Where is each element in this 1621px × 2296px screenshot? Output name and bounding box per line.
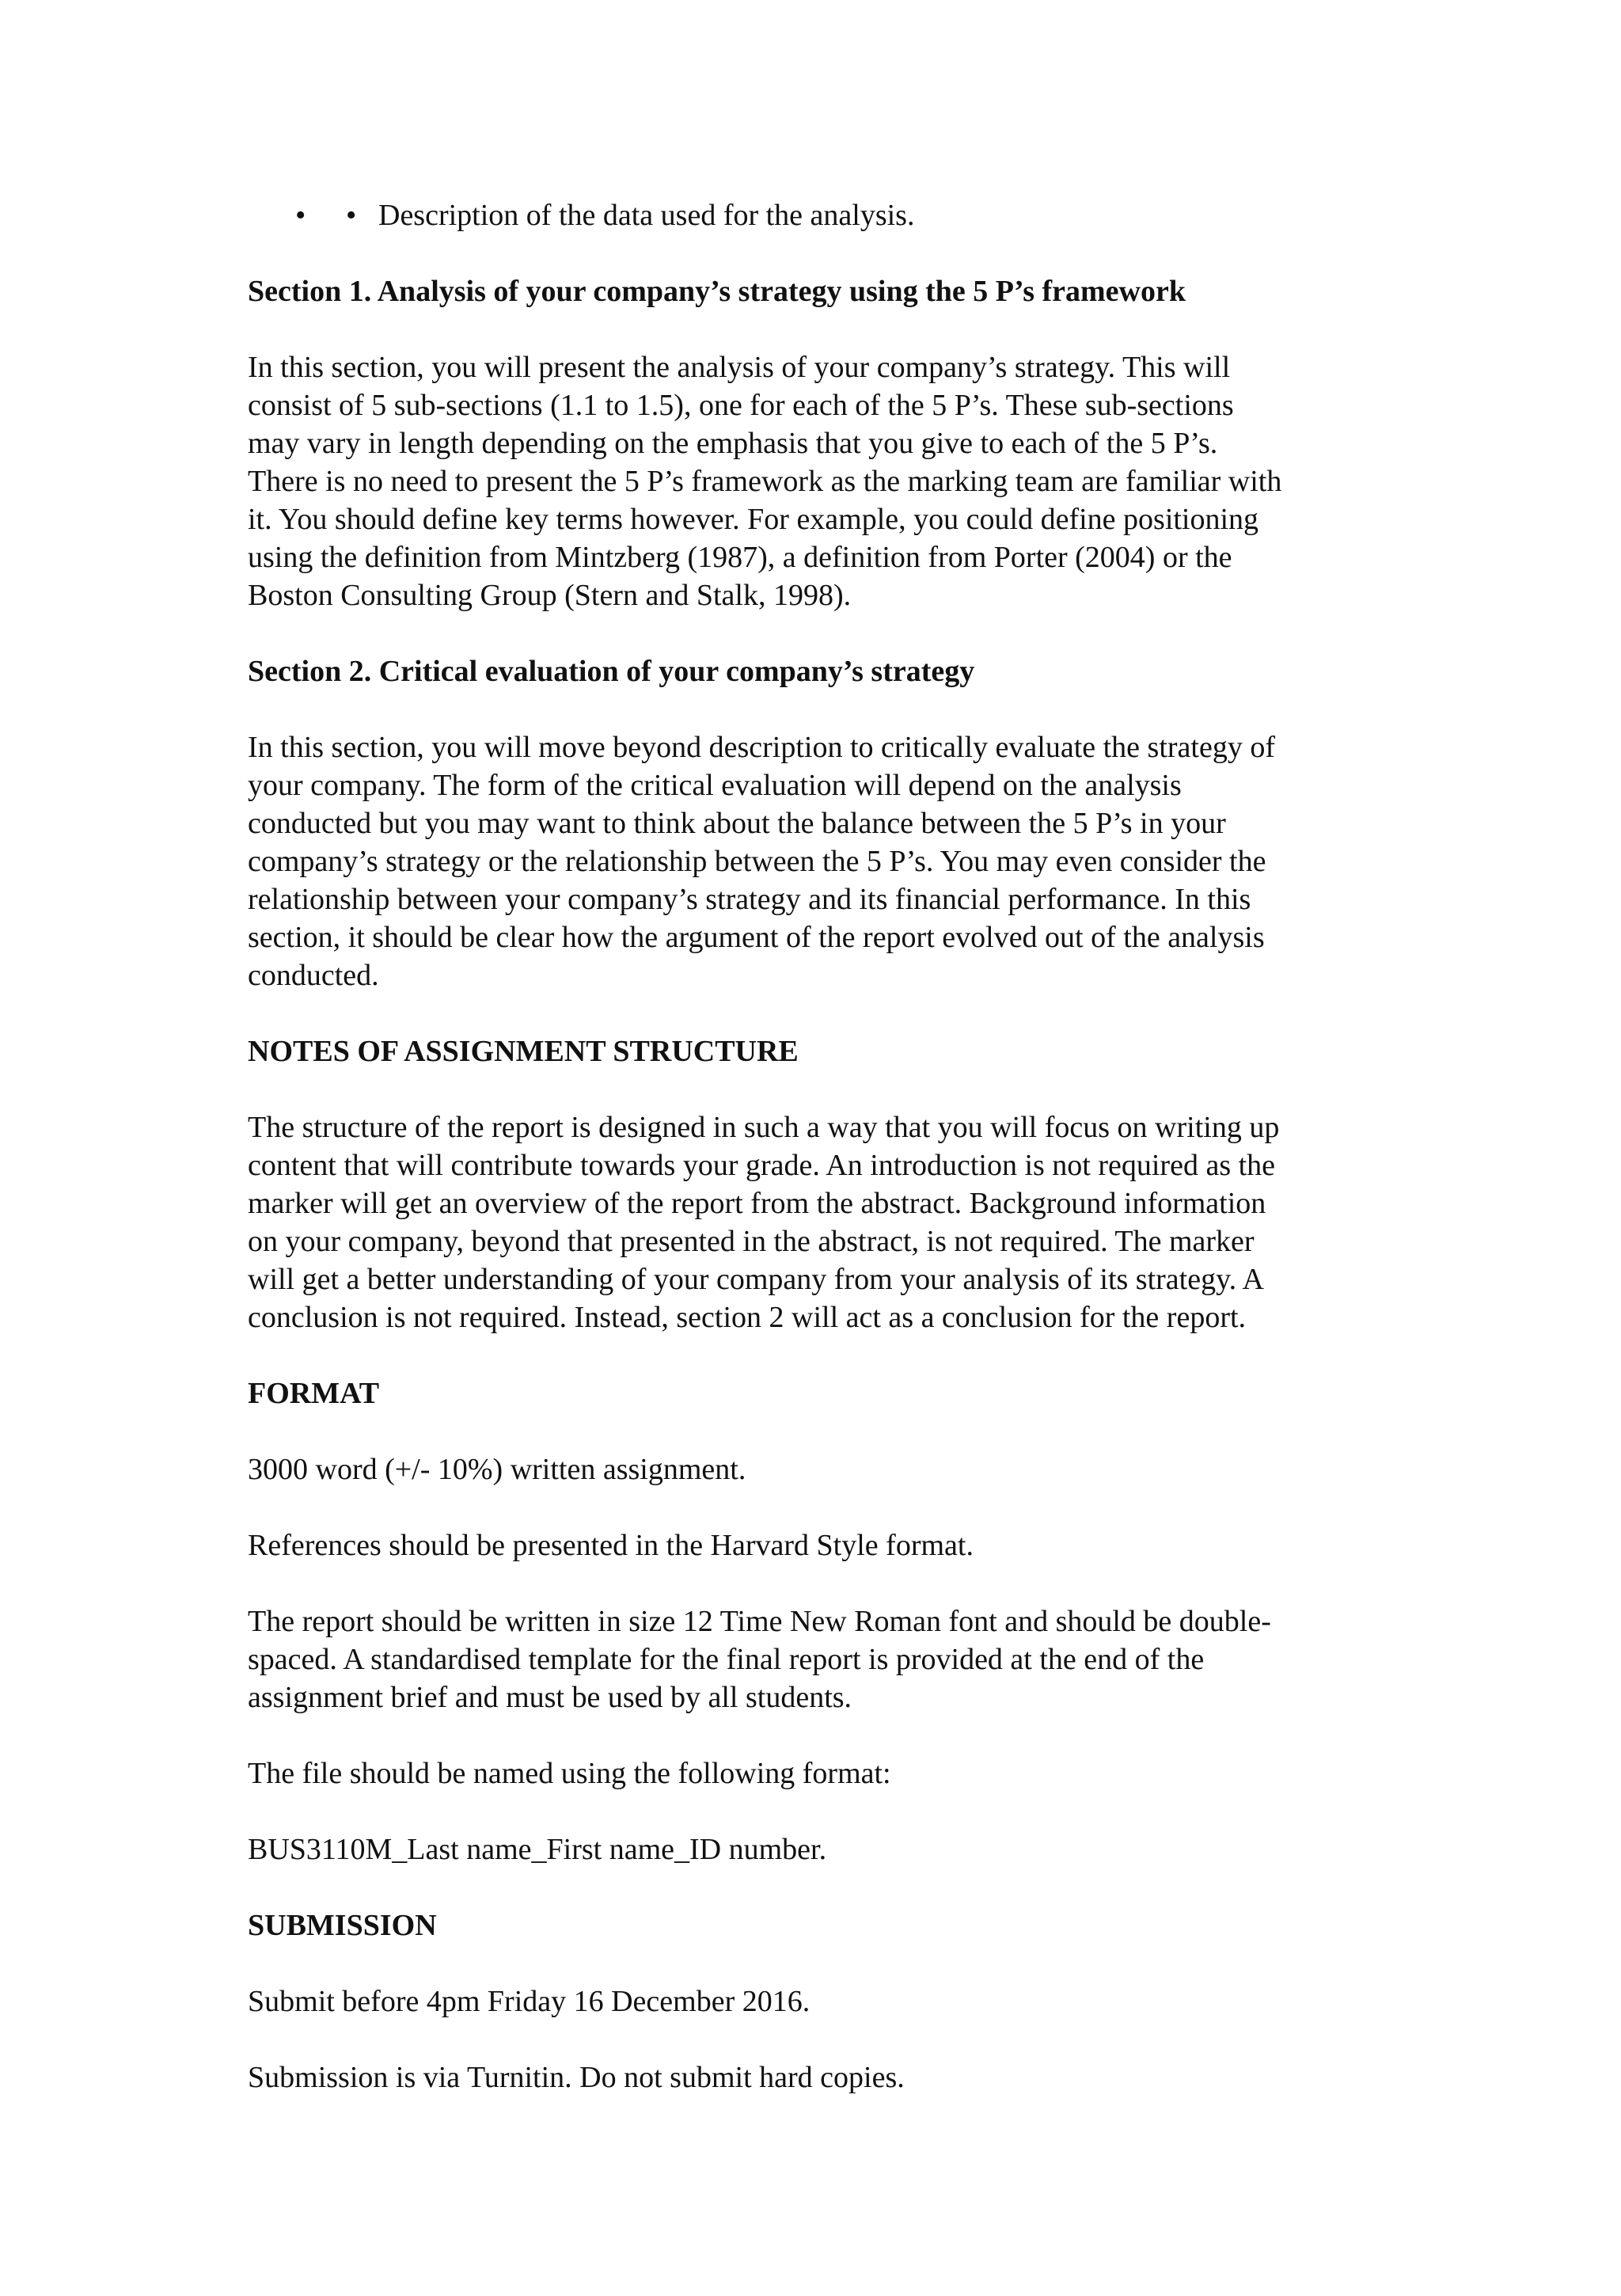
format-references: References should be presented in the Harvard Style format. [248, 1529, 974, 1562]
bullet-marker-outer: • [295, 199, 306, 232]
section2-body: In this section, you will move beyond description to critically evaluate the strategy of your company. The form of the critical evaluation will depend on the analysis conducted but you may want to think about the balance between the 5 P’s in your company’s strategy or the relationship between the 5 P’s. You may even consider the relationship between your company’s strategy and its financial performance. In this section, it should be clear how the argument of the report evolved out of the analysis conducted. [248, 731, 1275, 992]
spacer [248, 1488, 1395, 1526]
spacer [248, 690, 1395, 728]
section2-heading: Section 2. Critical evaluation of your company’s strategy [248, 655, 975, 688]
bullet-marker-inner: • [346, 199, 357, 232]
format-font-spec: The report should be written in size 12 Time New Roman font and should be double- spaced. A standardised template for the final report is provided at the end of the assignment brief and must be used by all students. [248, 1605, 1271, 1714]
spacer [248, 1868, 1395, 1906]
submission-method: Submission is via Turnitin. Do not submit hard copies. [248, 2061, 905, 2094]
bullet-item [248, 196, 1395, 234]
spacer [248, 234, 1395, 272]
spacer [248, 1336, 1395, 1374]
notes-heading: NOTES OF ASSIGNMENT STRUCTURE [248, 1035, 799, 1068]
spacer [248, 310, 1395, 348]
spacer [248, 1412, 1395, 1450]
spacer [248, 614, 1395, 652]
format-file-name-intro: The file should be named using the following format: [248, 1757, 891, 1790]
section1-heading: Section 1. Analysis of your company’s strategy using the 5 P’s framework [248, 275, 1186, 308]
notes-body: The structure of the report is designed in such a way that you will focus on writing up content that will contribute towards your grade. An introduction is not required as the marker will get an overview of the report from the abstract. Background information on your company, beyond that presented in the abstract, is not required. The marker will get a better understanding of your company from your analysis of its strategy. A conclusion is not required. Instead, section 2 will act as a conclusion for the report. [248, 1111, 1280, 1334]
spacer [248, 1716, 1395, 1754]
spacer [248, 1564, 1395, 1602]
format-file-name: BUS3110M_Last name_First name_ID number. [248, 1833, 827, 1866]
format-word-count: 3000 word (+/- 10%) written assignment. [248, 1453, 746, 1486]
section1-body: In this section, you will present the analysis of your company’s strategy. This will consist of 5 sub-sections (1.1 to 1.5), one for each of the 5 P’s. These sub-sections may vary in length depending on the emphasis that you give to each of the 5 P’s. There is no need to present the 5 P’s framework as the marking team are familiar with it. You should define key terms however. For example, you could define positioning using the definition from Mintzberg (1987), a definition from Porter (2004) or the Boston Consulting Group (Stern and Stalk, 1998). [248, 351, 1282, 612]
format-heading: FORMAT [248, 1377, 380, 1410]
bullet-text: Description of the data used for the analysis. [378, 199, 915, 232]
document-content [248, 196, 1395, 2096]
submission-deadline: Submit before 4pm Friday 16 December 2016. [248, 1985, 810, 2018]
spacer [248, 1792, 1395, 1830]
spacer [248, 1070, 1395, 1108]
submission-heading: SUBMISSION [248, 1909, 437, 1942]
spacer [248, 1944, 1395, 1982]
spacer [248, 994, 1395, 1032]
spacer [248, 2020, 1395, 2058]
